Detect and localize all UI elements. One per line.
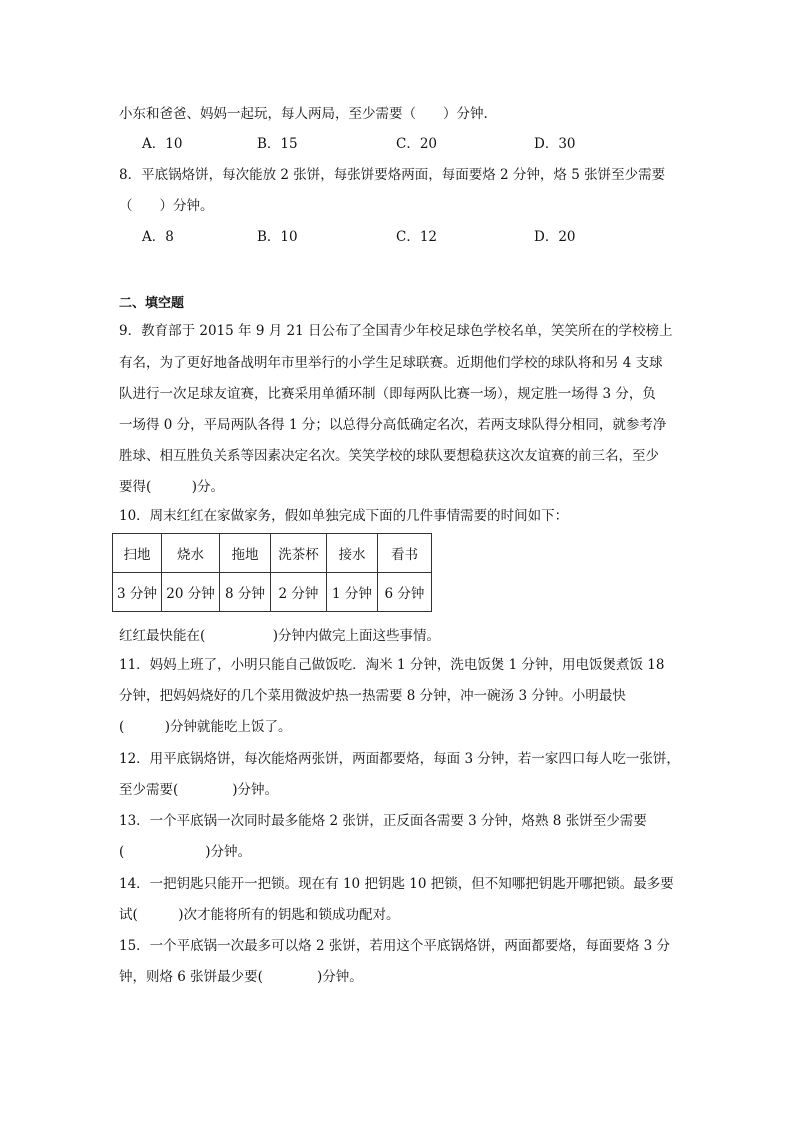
q8-option-b: B．10 (257, 229, 298, 245)
q9-line: 一场得 0 分，平局两队各得 1 分；以总得分高低确定名次，若两支球队得分相同，就参考净 (119, 417, 667, 433)
table-cell: 8 分钟 (220, 573, 271, 612)
table-header-cell: 洗茶杯 (271, 534, 327, 573)
table-row-headers (113, 534, 432, 573)
q8-options (142, 228, 602, 246)
q7-option-b: B．15 (257, 136, 298, 152)
q10-intro: 10．周末红红在家做家务，假如单独完成下面的几件事情需要的时间如下： (119, 508, 569, 524)
q9-line: 胜球、相互胜负关系等因素决定名次。笑笑学校的球队要想稳获这次友谊赛的前三名，至少 (119, 448, 659, 464)
table-cell: 20 分钟 (162, 573, 220, 612)
q11-line: ( )分钟就能吃上饭了。 (119, 719, 292, 735)
q9-line: 队进行一次足球友谊赛，比赛采用单循环制（即每两队比赛一场），规定胜一场得 3 分，负 (119, 386, 656, 402)
q8-option-a: A．8 (142, 229, 174, 245)
q12-line: 至少需要( )分钟。 (119, 782, 279, 798)
q11-line: 11．妈妈上班了，小明只能自己做饭吃．淘米 1 分钟，洗电饭煲 1 分钟，用电饭煲煮饭 18 (119, 657, 665, 673)
q13-line: ( )分钟。 (119, 844, 252, 860)
q13-line: 13．一个平底锅一次同时最多能烙 2 张饼，正反面各需要 3 分钟，烙熟 8 张饼至少需要 (119, 813, 647, 829)
table-cell: 6 分钟 (378, 573, 432, 612)
table-header-cell: 拖地 (220, 534, 271, 573)
table-header-cell: 接水 (327, 534, 378, 573)
q8-option-c: C．12 (396, 229, 438, 245)
table-cell: 3 分钟 (113, 573, 162, 612)
q7-stem: 小东和爸爸、妈妈一起玩，每人两局，至少需要（ ）分钟. (119, 106, 488, 122)
q8-stem-line1: 8．平底锅烙饼，每次能放 2 张饼，每张饼要烙两面，每面要烙 2 分钟，烙 5 张饼至少需要 (119, 167, 666, 183)
q7-options (142, 135, 602, 153)
q7-option-d: D．30 (534, 136, 576, 152)
table-cell: 2 分钟 (271, 573, 327, 612)
q8-stem-line2: （ ）分钟。 (119, 198, 214, 214)
table-row-times (113, 573, 432, 612)
table-header-cell: 看书 (378, 534, 432, 573)
q8-option-d: D．20 (534, 229, 576, 245)
chores-time-table (112, 533, 432, 612)
table-header-cell: 扫地 (113, 534, 162, 573)
table-cell: 1 分钟 (327, 573, 378, 612)
q9-line: 有名，为了更好地备战明年市里举行的小学生足球联赛。近期他们学校的球队将和另 4 支球 (119, 355, 663, 371)
q12-line: 12．用平底锅烙饼，每次能烙两张饼，两面都要烙，每面 3 分钟，若一家四口每人吃一张饼， (119, 751, 680, 767)
q7-option-c: C．20 (396, 136, 438, 152)
q15-line: 15．一个平底锅一次最多可以烙 2 张饼，若用这个平底锅烙饼，两面都要烙，每面要烙 3 分 (119, 938, 671, 954)
q15-line: 钟，则烙 6 张饼最少要( )分钟。 (119, 969, 363, 985)
q10-question: 红红最快能在( )分钟内做完上面这些事情。 (119, 628, 441, 644)
q9-line: 9．教育部于 2015 年 9 月 21 日公布了全国青少年校足球色学校名单，笑笑所在的学校榜上 (119, 323, 673, 339)
section-title-fill-blank: 二、填空题 (119, 296, 185, 311)
q9-line: 要得( )分。 (119, 479, 225, 495)
q14-line: 试( )次才能将所有的钥匙和锁成功配对。 (119, 907, 400, 923)
q7-option-a: A．10 (142, 136, 183, 152)
q11-line: 分钟，把妈妈烧好的几个菜用微波炉热一热需要 8 分钟，冲一碗汤 3 分钟。小明最快 (119, 688, 626, 704)
q14-line: 14．一把钥匙只能开一把锁。现在有 10 把钥匙 10 把锁，但不知哪把钥匙开哪把锁。最多要 (119, 876, 674, 892)
table-header-cell: 烧水 (162, 534, 220, 573)
